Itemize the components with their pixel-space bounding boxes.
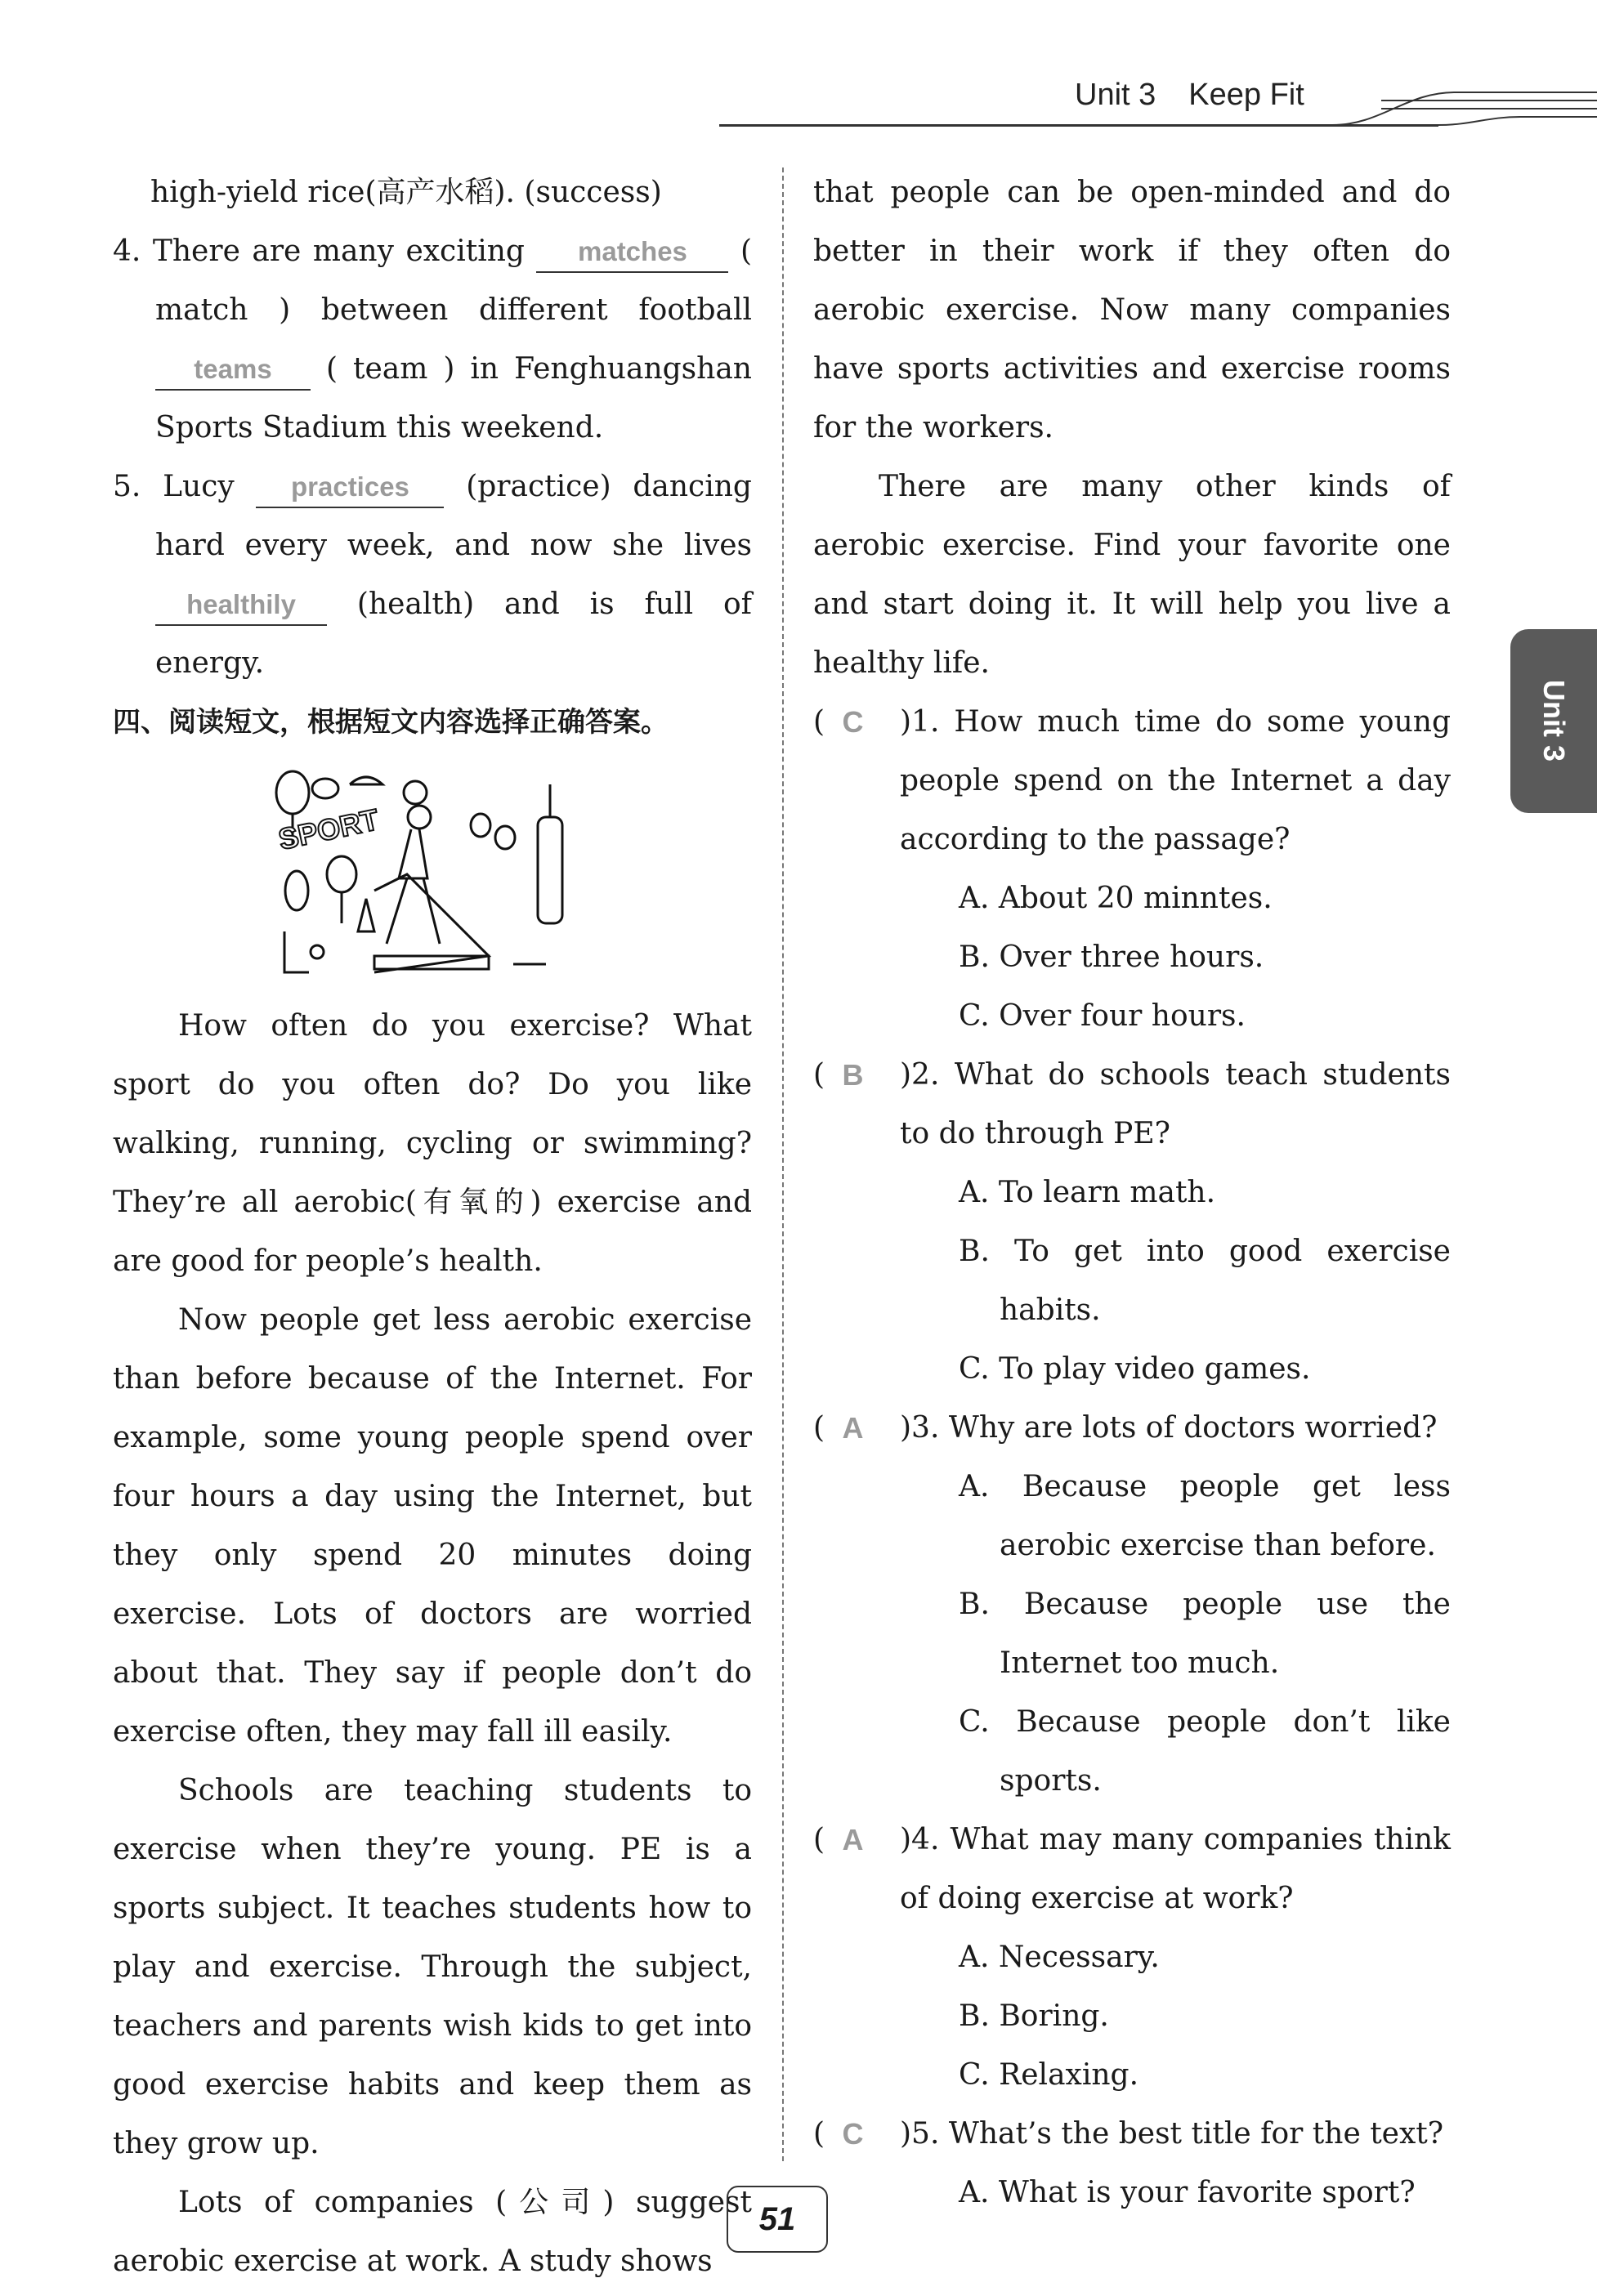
exercise-4-number: 4.: [113, 235, 141, 268]
question-5-paren: (: [813, 2117, 825, 2151]
passage-paragraph-5: There are many other kinds of aerobic exercise. Find your favorite one and start doing it. It will help you live a healthy life.: [813, 470, 1451, 680]
question-4-answer: A: [842, 1823, 864, 1856]
section-four-title: 四、阅读短文，根据短文内容选择正确答案。: [113, 706, 669, 739]
question-3-paren: (: [813, 1411, 825, 1445]
question-1-answer: C: [842, 705, 864, 739]
question-5-text: )5. What’s the best title for the text?: [900, 2117, 1444, 2151]
question-1-text: )1. How much time do some young people spend on the Internet a day according to the passage?: [900, 705, 1451, 856]
exercise-5: [113, 458, 752, 693]
header-unit-title: Keep Fit: [1188, 78, 1304, 112]
question-2: [813, 1046, 1451, 1164]
question-2-answer: B: [842, 1058, 864, 1092]
question-3-option-c: C. Because people don’t like sports.: [959, 1705, 1451, 1798]
left-column: [113, 163, 752, 2291]
passage-paragraph-4-cont: that people can be open-minded and do better in their work if they often do aerobic exercise. Now many companies have sports activities and exercise rooms for the workers.: [813, 176, 1451, 444]
question-3-option-b: B. Because people use the Internet too much.: [959, 1588, 1451, 1680]
page-header: [719, 69, 1597, 143]
question-2-paren: (: [813, 1058, 825, 1092]
header-decoration: [1332, 78, 1597, 128]
question-4-option-b: B. Boring.: [959, 1999, 1109, 2033]
question-4-text: )4. What may many companies think of doing exercise at work?: [900, 1823, 1451, 1915]
question-2-option-c: C. To play video games.: [959, 1352, 1311, 1386]
exercise-4-answer-1: matches: [536, 232, 728, 273]
exercise-5-answer-2: healthily: [155, 585, 327, 626]
exercise-5-answer-1: practices: [256, 467, 444, 508]
question-4-option-a: A. Necessary.: [959, 1941, 1160, 1974]
exercise-3-tail: high-yield rice(高产水稻). (success): [150, 176, 662, 209]
question-1: [813, 693, 1451, 869]
question-4: [813, 1811, 1451, 1928]
header-unit: Unit 3: [1075, 78, 1156, 112]
question-3-option-a: A. Because people get less aerobic exercise than before.: [959, 1470, 1451, 1562]
right-column: [813, 163, 1451, 2222]
exercise-4: [113, 222, 752, 458]
exercise-5-text-1: Lucy: [163, 470, 235, 503]
question-4-option-c: C. Relaxing.: [959, 2058, 1139, 2092]
passage-paragraph-2: Now people get less aerobic exercise than before because of the Internet. For example, some young people spend over four hours a day using the Internet, but they only spend 20 minutes doing exercise. Lots of doctors are worried about that. They say if people don’t do exercise often, they may fall ill easily.: [113, 1303, 752, 1749]
question-1-option-b: B. Over three hours.: [959, 940, 1264, 974]
exercise-4-text-1: There are many exciting: [152, 235, 525, 268]
question-3-text: )3. Why are lots of doctors worried?: [900, 1411, 1438, 1445]
question-4-paren: (: [813, 1823, 825, 1856]
passage-paragraph-1: How often do you exercise? What sport do you often do? Do you like walking, running, cycling or swimming? They’re all aerobic(有氧的) exercise and are good for people’s health.: [113, 1009, 752, 1278]
unit-side-tab-label: Unit 3: [1537, 679, 1571, 762]
question-1-option-a: A. About 20 minntes.: [959, 882, 1273, 915]
question-1-option-c: C. Over four hours.: [959, 999, 1246, 1033]
illustration-sport-text: SPORT: [275, 802, 382, 856]
exercise-5-text-3: (health) and is full of energy.: [155, 587, 752, 680]
sport-illustration: [268, 768, 611, 980]
exercise-4-text-3: ( team ) in Fenghuangshan Sports Stadium this weekend.: [155, 352, 752, 444]
question-3-answer: A: [842, 1411, 864, 1445]
exercise-4-answer-2: teams: [155, 350, 311, 391]
question-2-text: )2. What do schools teach students to do through PE?: [900, 1058, 1451, 1150]
header-title: [1075, 78, 1304, 113]
question-2-option-a: A. To learn math.: [959, 1176, 1216, 1209]
question-2-option-b: B. To get into good exercise habits.: [959, 1235, 1451, 1327]
exercise-5-number: 5.: [113, 470, 141, 503]
passage-paragraph-3: Schools are teaching students to exercise when they’re young. PE is a sports subject. It teaches students how to play and exercise. Through the subject, teachers and parents wish kids to get into good exercise habits and keep them as they grow up.: [113, 1774, 752, 2160]
passage-paragraph-4: Lots of companies (公司) suggest aerobic exercise at work. A study shows: [113, 2186, 752, 2278]
exercise-5-text-2: (practice) dancing hard every week, and now she lives: [155, 470, 752, 562]
header-rule: [719, 124, 1438, 127]
column-divider: [782, 168, 784, 2161]
question-3: [813, 1399, 1451, 1458]
question-5: [813, 2105, 1451, 2164]
question-1-paren: (: [813, 705, 825, 739]
exercise-4-text-2: ( match ) between different football: [155, 235, 752, 327]
question-5-answer: C: [842, 2117, 864, 2151]
question-5-option-a: A. What is your favorite sport?: [959, 2176, 1416, 2209]
page-number: 51: [727, 2186, 828, 2253]
